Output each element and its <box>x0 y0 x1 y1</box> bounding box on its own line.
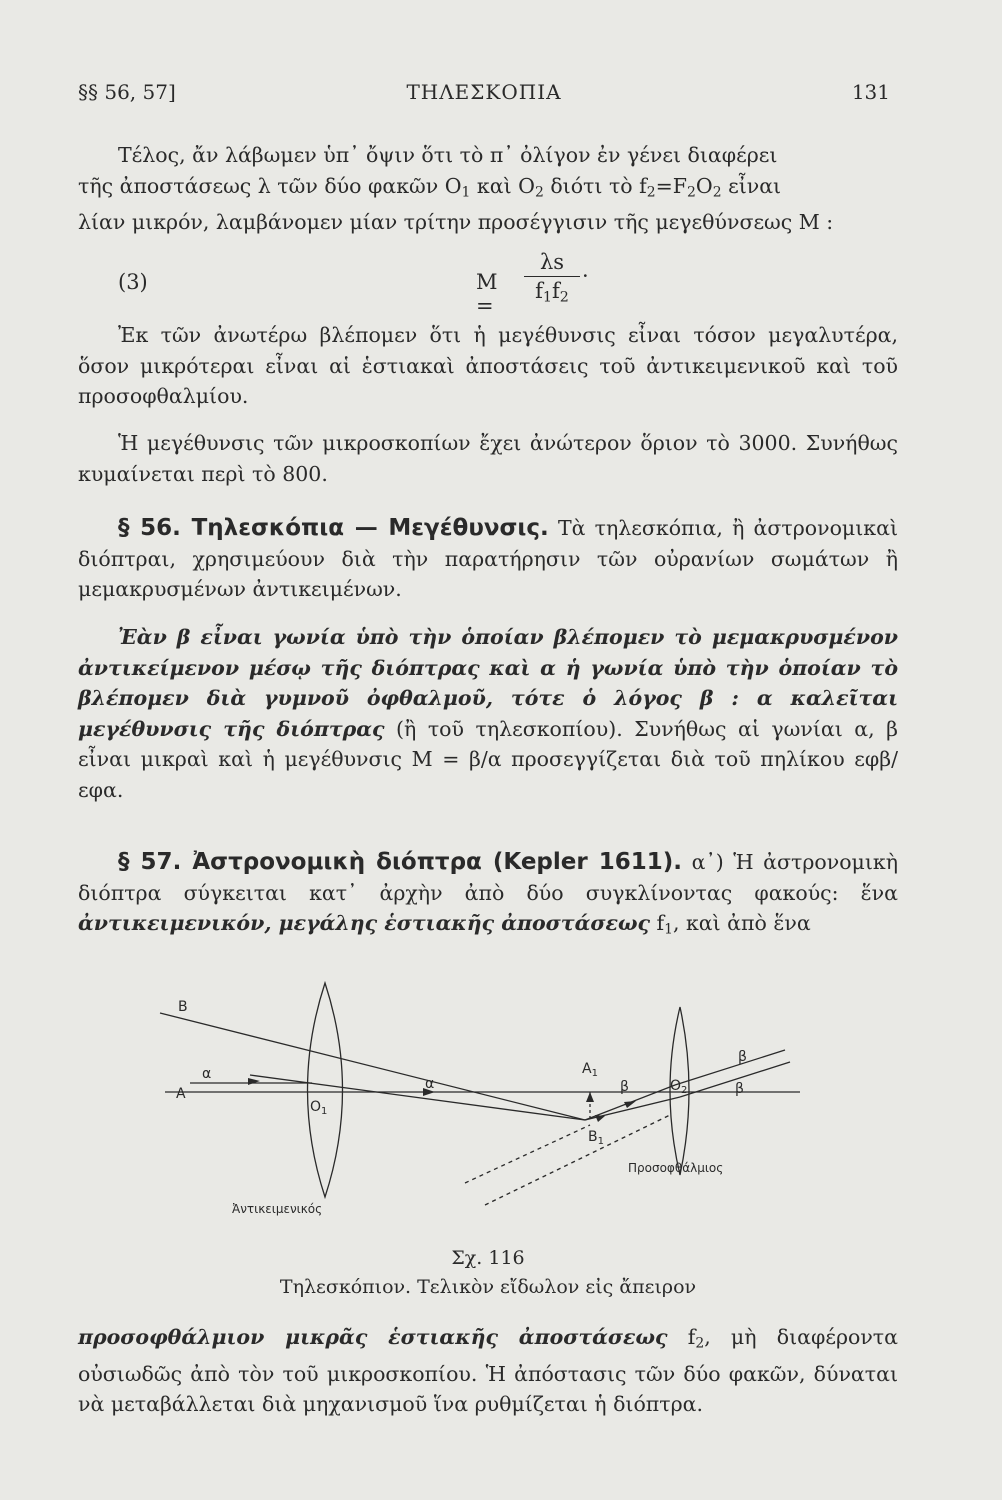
paragraph-2 <box>78 320 898 412</box>
definition-italic: Ἐὰν β εἶναι γωνία ὑπὸ τὴν ὁποίαν βλέπομεν τὸ μεμακρυσμένον ἀντικείμενον μέσῳ τῆς διόπτρας καὶ α ἡ γωνία ὑπὸ τὴν ὁποίαν τὸ βλέπομεν διὰ γυμνοῦ ὀφθαλμοῦ, τότε ὁ λόγος β : α καλεῖται μεγέθυνσις τῆς διόπτρας <box>78 625 898 741</box>
section-57-heading: § 57. Ἀστρονομικὴ διόπτρα (Kepler 1611). <box>118 849 683 875</box>
para1-text-f: εἶναι <box>721 173 782 198</box>
page-header <box>78 80 890 110</box>
arrowhead-b1 <box>595 1115 605 1122</box>
paragraph-final <box>78 1322 898 1420</box>
ray-b <box>160 1013 585 1120</box>
sub-2b: 2 <box>646 183 656 200</box>
sub-2d: 2 <box>712 183 722 200</box>
section-56 <box>78 513 898 605</box>
construction-line <box>485 1115 670 1205</box>
label-o2: $O_2$ <box>670 1078 688 1096</box>
para1-text-b: καὶ O <box>470 173 535 198</box>
page-number: 131 <box>851 80 890 104</box>
section-56-text: Τὰ τηλεσκόπια, ἢ ἀστρονομικαὶ διόπτραι, χρησιμεύουν διὰ τὴν παρατήρησιν τῶν οὐρανίων σωμάτων ἢ μεμακρυσμένων ἀντικειμένων. <box>78 516 898 601</box>
section-57-text-b: f <box>649 911 665 935</box>
label-b: B <box>178 999 188 1015</box>
paragraph-intro <box>78 140 898 238</box>
para3-text: Ἡ μεγέθυνσις τῶν μικροσκοπίων ἔχει ἀνώτερον ὅριον τὸ 3000. Συνήθως κυμαίνεται περὶ τὸ 800. <box>78 431 898 486</box>
para1-text-d: =F <box>655 173 688 198</box>
section-57-text-a: α᾽) Ἡ ἀστρονομικὴ διόπτρα σύγκειται κατ᾽ ἀρχὴν ἀπὸ δύο συγκλίνοντας φακούς: ἕνα <box>78 850 899 905</box>
label-eyepiece: Προσοφθάλμιος <box>628 1161 724 1175</box>
construction-line-2 <box>465 1125 590 1183</box>
paragraph-3 <box>78 428 898 489</box>
final-sub: 2 <box>695 1335 705 1352</box>
section-57-italic: ἀντικειμενικόν, μεγάλης ἑστιακῆς ἀποστάσεως <box>78 911 650 935</box>
para1-line2 <box>38 171 781 208</box>
equation-end-dot: · <box>582 264 589 288</box>
label-beta-3: β <box>735 1081 744 1097</box>
para1-text-a: τῆς ἀποστάσεως λ τῶν δύο φακῶν O <box>78 173 462 198</box>
objective-lens <box>308 983 343 1197</box>
label-b1: $B_1$ <box>588 1129 604 1147</box>
equation-number: (3) <box>118 270 148 294</box>
para2-text: Ἐκ τῶν ἀνωτέρω βλέπομεν ὅτι ἡ μεγέθυνσις εἶναι τόσον μεγαλυτέρα, ὅσον μικρότεραι εἶναι αἱ ἑστιακαὶ ἀποστάσεις τοῦ ἀντικειμενικοῦ καὶ τοῦ προσοφθαλμίου. <box>78 323 898 408</box>
figure-caption: Τηλεσκόπιον. Τελικὸν εἴδωλον εἰς ἄπειρον <box>279 1276 697 1298</box>
para1-line1: Τέλος, ἄν λάβωμεν ὑπ᾽ ὄψιν ὅτι τὸ π᾽ ὀλίγον ἐν γένει διαφέρει <box>118 143 778 167</box>
section-56-heading: § 56. Τηλεσκόπια — Μεγέθυνσις. <box>118 515 549 541</box>
label-beta-2: β <box>738 1049 747 1065</box>
ray-beta-out1 <box>675 1050 785 1085</box>
fraction-denominator <box>524 279 580 306</box>
sub-2: 2 <box>534 183 544 200</box>
fraction-bar <box>524 276 580 277</box>
section-57 <box>78 847 898 945</box>
arrowhead-beta <box>624 1101 636 1108</box>
final-text-b: , μὴ διαφέροντα οὐσιωδῶς ἀπὸ τὸν τοῦ μικροσκοπίου. Ἡ ἀπόστασις τῶν δύο φακῶν, δύναται νὰ μεταβάλλεται διὰ μηχανισμοῦ ἵνα ρυθμίζεται ἡ διόπτρα. <box>78 1325 898 1417</box>
arrowhead-a <box>248 1078 260 1085</box>
fraction <box>524 250 580 306</box>
sub-2c: 2 <box>687 183 696 200</box>
header-section-ref: §§ 56, 57] <box>78 80 176 104</box>
fraction-numerator: λs <box>539 250 565 274</box>
paragraph-definition <box>78 622 898 805</box>
para1-text-c: διότι τὸ f <box>543 173 647 198</box>
section-57-sub: 1 <box>664 921 673 938</box>
label-beta-1: β <box>620 1079 629 1095</box>
label-o1: $O_1$ <box>310 1099 328 1117</box>
arrowhead-image <box>586 1092 594 1102</box>
definition-rest: (ἢ τοῦ τηλεσκοπίου). Συνήθως αἱ γωνίαι α, β εἶναι μικραὶ καὶ ἡ μεγέθυνσις M = β/α προσεγγίζεται διὰ τοῦ πηλίκου εφβ/εφα. <box>78 716 898 802</box>
final-text-a: f <box>667 1325 696 1349</box>
label-a: A <box>176 1086 186 1102</box>
den-f1: f <box>535 279 543 303</box>
den-sub2: 2 <box>559 289 569 306</box>
den-f2: f <box>552 279 560 303</box>
den-sub1: 1 <box>542 289 552 306</box>
label-a1: $A_1$ <box>582 1061 598 1079</box>
final-italic: προσοφθάλμιον μικρᾶς ἑστιακῆς ἀποστάσεως <box>78 1325 668 1349</box>
figure-number: Σχ. 116 <box>451 1247 525 1269</box>
formula-3 <box>78 244 898 318</box>
section-57-text-c: , καὶ ἀπὸ ἕνα <box>672 911 811 935</box>
sub-1: 1 <box>461 183 471 200</box>
equation-lhs: M = <box>476 270 498 318</box>
label-alpha-2: α <box>425 1076 435 1092</box>
label-objective: Ἀντικειμενικός <box>232 1202 323 1216</box>
para1-line3: λίαν μικρόν, λαμβάνομεν μίαν τρίτην προσέγγισιν τῆς μεγεθύνσεως M : <box>78 210 834 235</box>
para1-text-e: O <box>695 173 713 198</box>
ray-through-o1 <box>250 1075 585 1120</box>
telescope-diagram <box>150 965 800 1230</box>
header-title: ΤΗΛΕΣΚΟΠΙΑ <box>406 80 562 104</box>
label-alpha-1: α <box>202 1066 212 1082</box>
